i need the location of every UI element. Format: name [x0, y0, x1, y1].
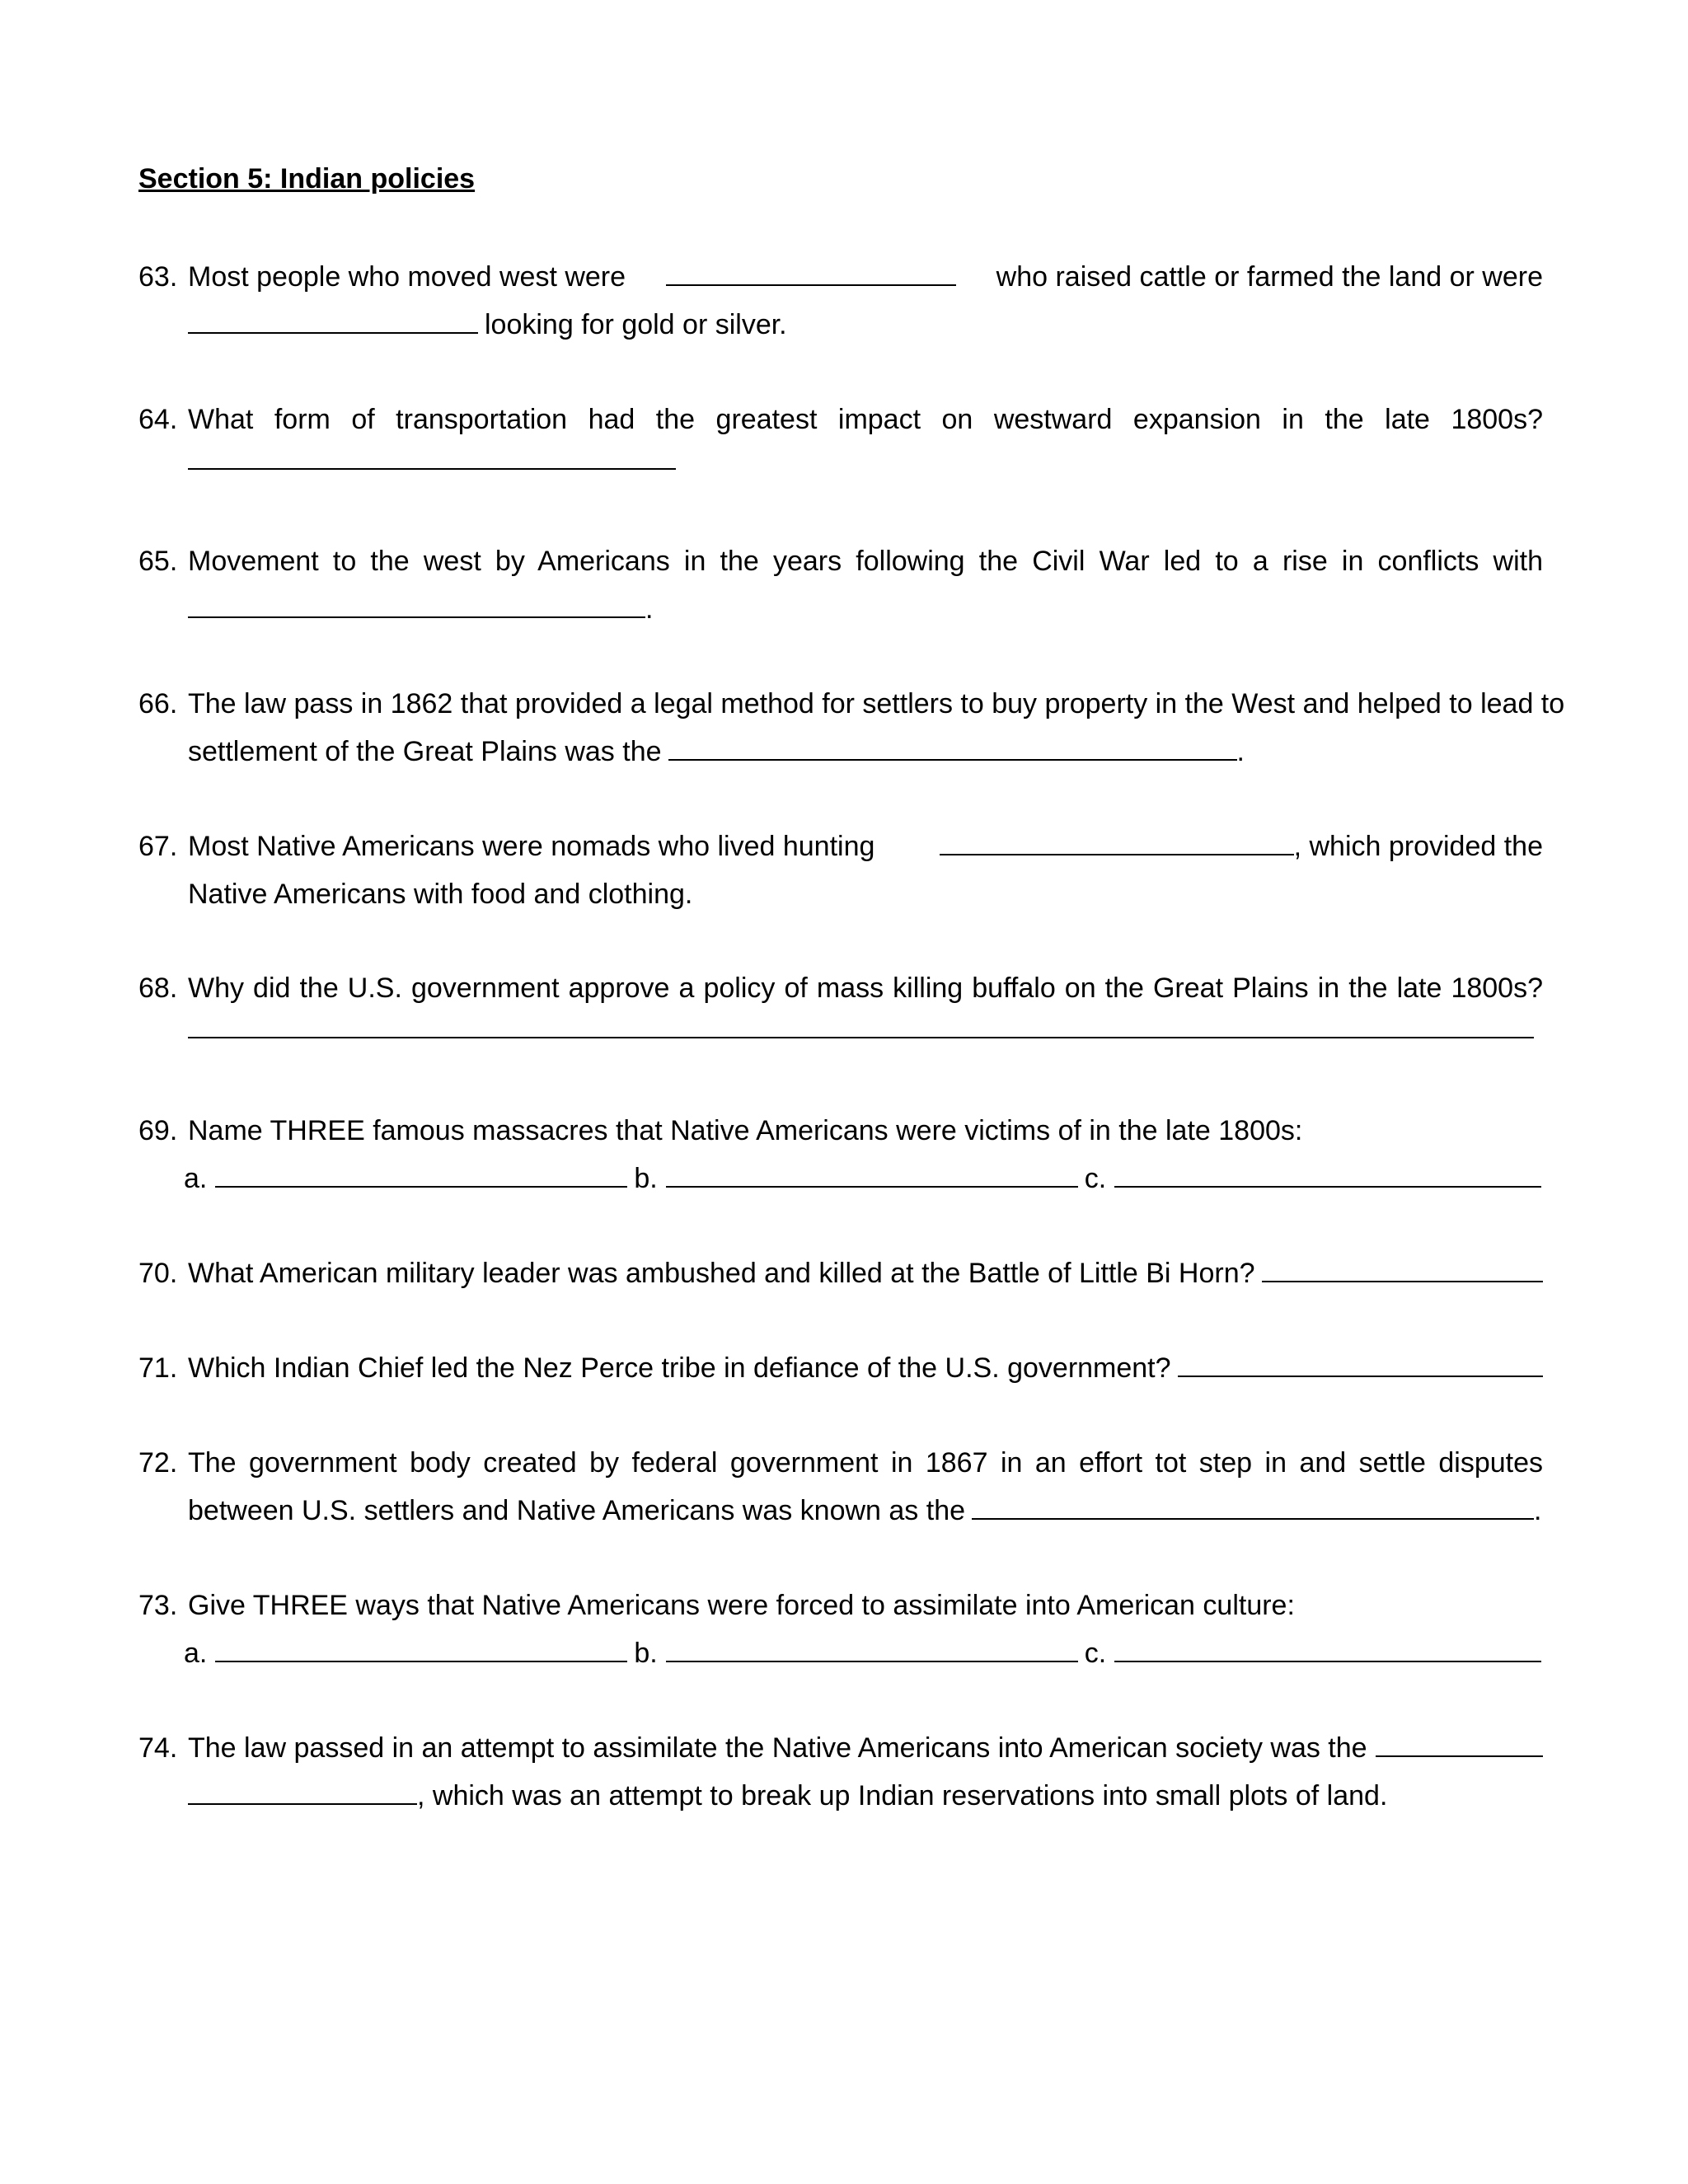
question-text: .	[1534, 1495, 1542, 1526]
answer-blank[interactable]	[940, 829, 1294, 855]
question-number: 74.	[138, 1732, 178, 1764]
question-text: Native Americans with food and clothing.	[188, 879, 693, 910]
answer-blank[interactable]	[1376, 1731, 1543, 1757]
question-text: What form of transportation had the greatest impact on westward expansion in the late 1800s?	[188, 404, 1543, 435]
answer-blank[interactable]	[1262, 1256, 1543, 1282]
question-70	[138, 1249, 1543, 1297]
question-text: looking for gold or silver.	[485, 309, 787, 340]
question-text: , which provided the	[1293, 831, 1543, 862]
question-72	[138, 1439, 1543, 1535]
answer-blank-a[interactable]	[215, 1161, 627, 1188]
question-66	[138, 680, 1565, 776]
question-text: .	[1236, 736, 1245, 767]
question-65	[138, 537, 1543, 633]
answer-blank[interactable]	[188, 443, 676, 470]
question-number: 67.	[138, 831, 178, 862]
question-71	[138, 1344, 1543, 1392]
question-text: Movement to the west by Americans in the years following the Civil War led to a rise in conflicts with	[188, 546, 1543, 577]
answer-blank-c[interactable]	[1114, 1636, 1541, 1662]
answer-blank-b[interactable]	[666, 1161, 1078, 1188]
section-title: Section 5: Indian policies	[138, 163, 476, 194]
question-text: Why did the U.S. government approve a policy of mass killing buffalo on the Great Plains in the late 1800s?	[188, 972, 1543, 1004]
question-text: settlement of the Great Plains was the	[188, 736, 662, 767]
answer-blank-c[interactable]	[1114, 1161, 1541, 1188]
answer-blank-b[interactable]	[666, 1636, 1078, 1662]
option-label-a: a.	[184, 1638, 208, 1669]
answer-blank-continued[interactable]	[188, 1779, 417, 1805]
question-text: .	[645, 593, 654, 625]
question-63	[138, 253, 1543, 349]
option-label-c: c.	[1084, 1163, 1107, 1194]
question-text: Name THREE famous massacres that Native Americans were victims of in the late 1800s:	[188, 1115, 1303, 1146]
question-text: The law pass in 1862 that provided a legal method for settlers to buy property in the West and helped to lead to	[188, 688, 1565, 719]
answer-blank[interactable]	[188, 307, 478, 334]
question-text: Most Native Americans were nomads who lived hunting	[188, 831, 875, 862]
question-number: 70.	[138, 1258, 178, 1289]
option-label-b: b.	[634, 1163, 658, 1194]
option-label-c: c.	[1084, 1638, 1107, 1669]
question-text: Which Indian Chief led the Nez Perce tribe in defiance of the U.S. government?	[188, 1352, 1171, 1384]
answer-blank[interactable]	[666, 260, 956, 286]
question-68	[138, 964, 1543, 1038]
question-text: who raised cattle or farmed the land or were	[996, 261, 1543, 293]
question-number: 63.	[138, 261, 178, 293]
answer-blank[interactable]	[972, 1493, 1534, 1520]
question-number: 65.	[138, 546, 178, 577]
question-67	[138, 823, 1543, 918]
option-label-a: a.	[184, 1163, 208, 1194]
answer-blank-a[interactable]	[215, 1636, 627, 1662]
question-number: 64.	[138, 404, 178, 435]
question-73	[138, 1582, 1543, 1677]
question-text: , which was an attempt to break up Indian reservations into small plots of land.	[417, 1780, 1388, 1811]
question-69	[138, 1107, 1543, 1202]
question-number: 73.	[138, 1590, 178, 1621]
question-number: 72.	[138, 1447, 178, 1479]
question-text: The government body created by federal government in 1867 in an effort tot step in and settle disputes	[188, 1447, 1543, 1479]
answer-blank[interactable]	[668, 734, 1237, 761]
question-number: 69.	[138, 1115, 178, 1146]
question-text: Most people who moved west were	[188, 261, 626, 293]
question-text: between U.S. settlers and Native Americans was known as the	[188, 1495, 966, 1526]
question-74	[138, 1724, 1543, 1820]
option-label-b: b.	[634, 1638, 658, 1669]
answer-blank[interactable]	[188, 592, 645, 618]
answer-blank[interactable]	[1178, 1351, 1543, 1377]
question-number: 71.	[138, 1352, 178, 1384]
answer-blank[interactable]	[188, 1012, 1534, 1038]
question-number: 68.	[138, 972, 178, 1004]
question-text: Give THREE ways that Native Americans were forced to assimilate into American culture:	[188, 1590, 1295, 1621]
question-number: 66.	[138, 688, 178, 719]
question-text: The law passed in an attempt to assimilate the Native Americans into American society was the	[188, 1732, 1367, 1764]
question-text: What American military leader was ambushed and killed at the Battle of Little Bi Horn?	[188, 1258, 1255, 1289]
question-64	[138, 396, 1543, 470]
